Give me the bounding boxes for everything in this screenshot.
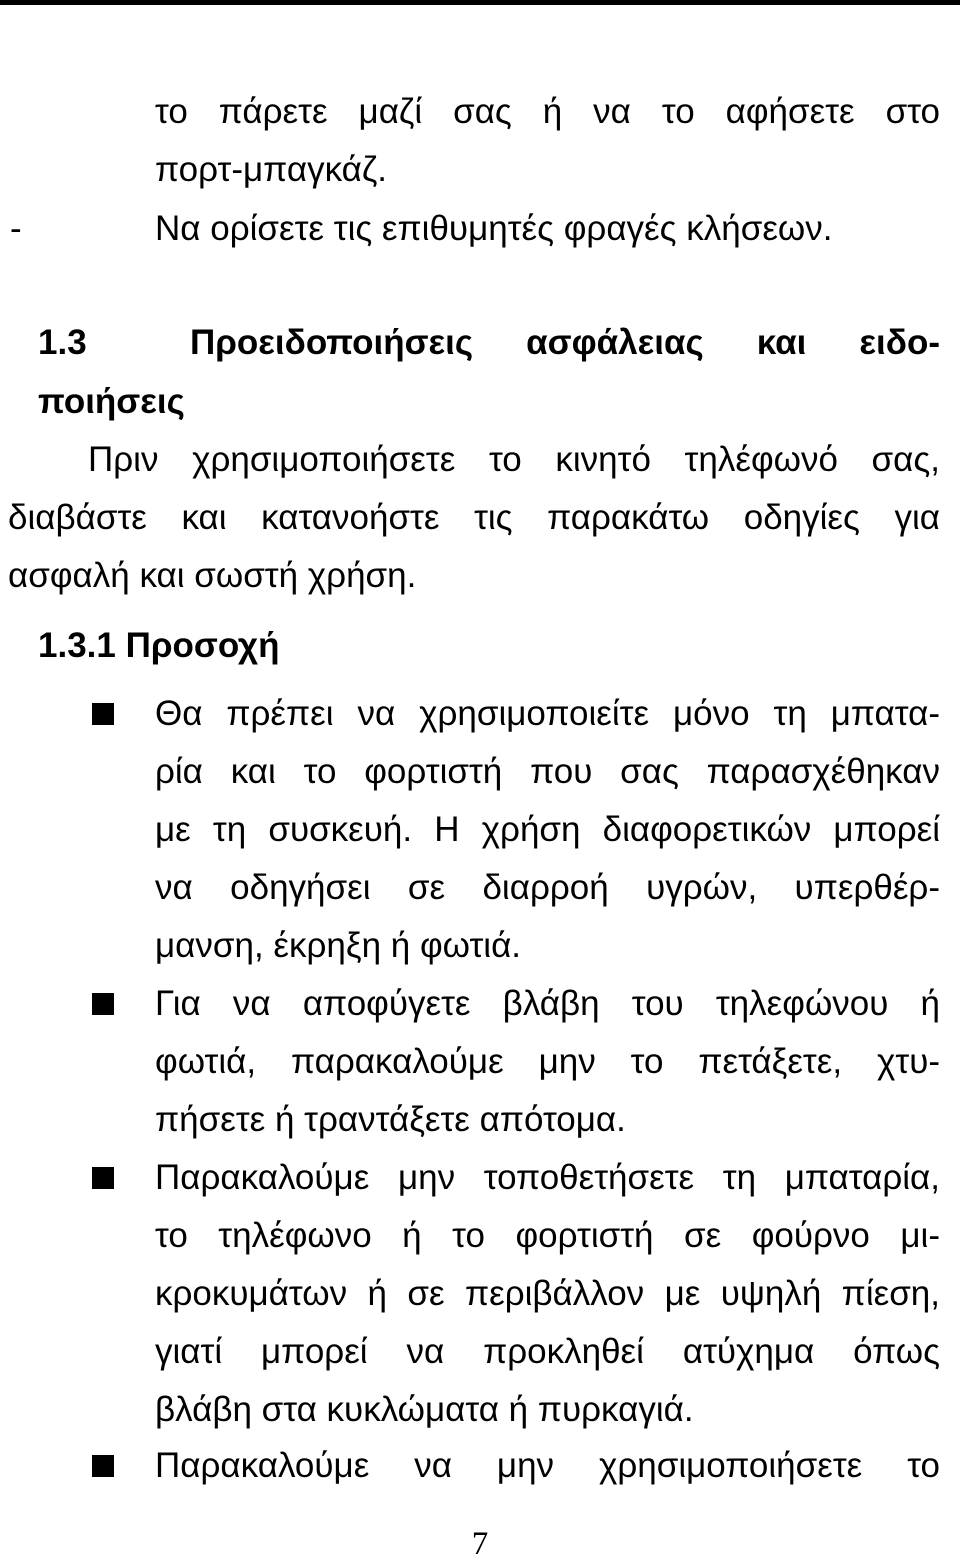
continuation-line-2: πορτ-μπαγκάζ. (155, 150, 388, 189)
list-item-line: βλάβη στα κυκλώματα ή πυρκαγιά. (155, 1390, 694, 1429)
list-item-line: να οδηγήσει σε διαρροή υγρών, υπερθέρ- (155, 868, 940, 907)
list-item-line: πήσετε ή τραντάξετε απότομα. (155, 1100, 626, 1139)
square-bullet-icon (92, 993, 114, 1015)
list-item-line: γιατί μπορεί να προκληθεί ατύχημα όπως (155, 1332, 940, 1371)
intro-line-1: Πριν χρησιμοποιήσετε το κινητό τηλέφωνό σας, (88, 440, 940, 479)
square-bullet-icon (92, 1455, 114, 1477)
section-number: 1.3 (38, 323, 87, 362)
list-item-line: Θα πρέπει να χρησιμοποιείτε μόνο τη μπατα- (155, 694, 940, 733)
section-title-line-1: Προειδοποιήσεις ασφάλειας και ειδο- (190, 323, 940, 362)
continuation-line-1: το πάρετε μαζί σας ή να το αφήσετε στο (155, 92, 940, 131)
list-item-line: Παρακαλούμε μην τοποθετήσετε τη μπαταρία, (155, 1158, 940, 1197)
list-item-line: φωτιά, παρακαλούμε μην το πετάξετε, χτυ- (155, 1042, 940, 1081)
square-bullet-icon (92, 1167, 114, 1189)
dash-marker: - (10, 209, 22, 248)
list-item-line: το τηλέφωνο ή το φορτιστή σε φούρνο μι- (155, 1216, 940, 1255)
subsection-heading: 1.3.1 Προσοχή (38, 626, 280, 665)
list-item-line: ρία και το φορτιστή που σας παρασχέθηκαν (155, 752, 940, 791)
intro-line-3: ασφαλή και σωστή χρήση. (8, 556, 417, 595)
dash-item-text: Να ορίσετε τις επιθυμητές φραγές κλήσεων. (155, 209, 833, 248)
page-number: 7 (471, 1526, 489, 1562)
list-item-line: Παρακαλούμε να μην χρησιμοποιήσετε το (155, 1446, 940, 1485)
section-title-line-2: ποιήσεις (38, 382, 185, 421)
list-item-line: με τη συσκευή. Η χρήση διαφορετικών μπορεί (155, 810, 940, 849)
list-item-line: κροκυμάτων ή σε περιβάλλον με υψηλή πίεση, (155, 1274, 940, 1313)
list-item-line: μανση, έκρηξη ή φωτιά. (155, 926, 522, 965)
list-item-line: Για να αποφύγετε βλάβη του τηλεφώνου ή (155, 984, 940, 1023)
square-bullet-icon (92, 703, 114, 725)
top-rule (0, 0, 960, 5)
intro-line-2: διαβάστε και κατανοήστε τις παρακάτω οδηγίες για (8, 498, 940, 537)
